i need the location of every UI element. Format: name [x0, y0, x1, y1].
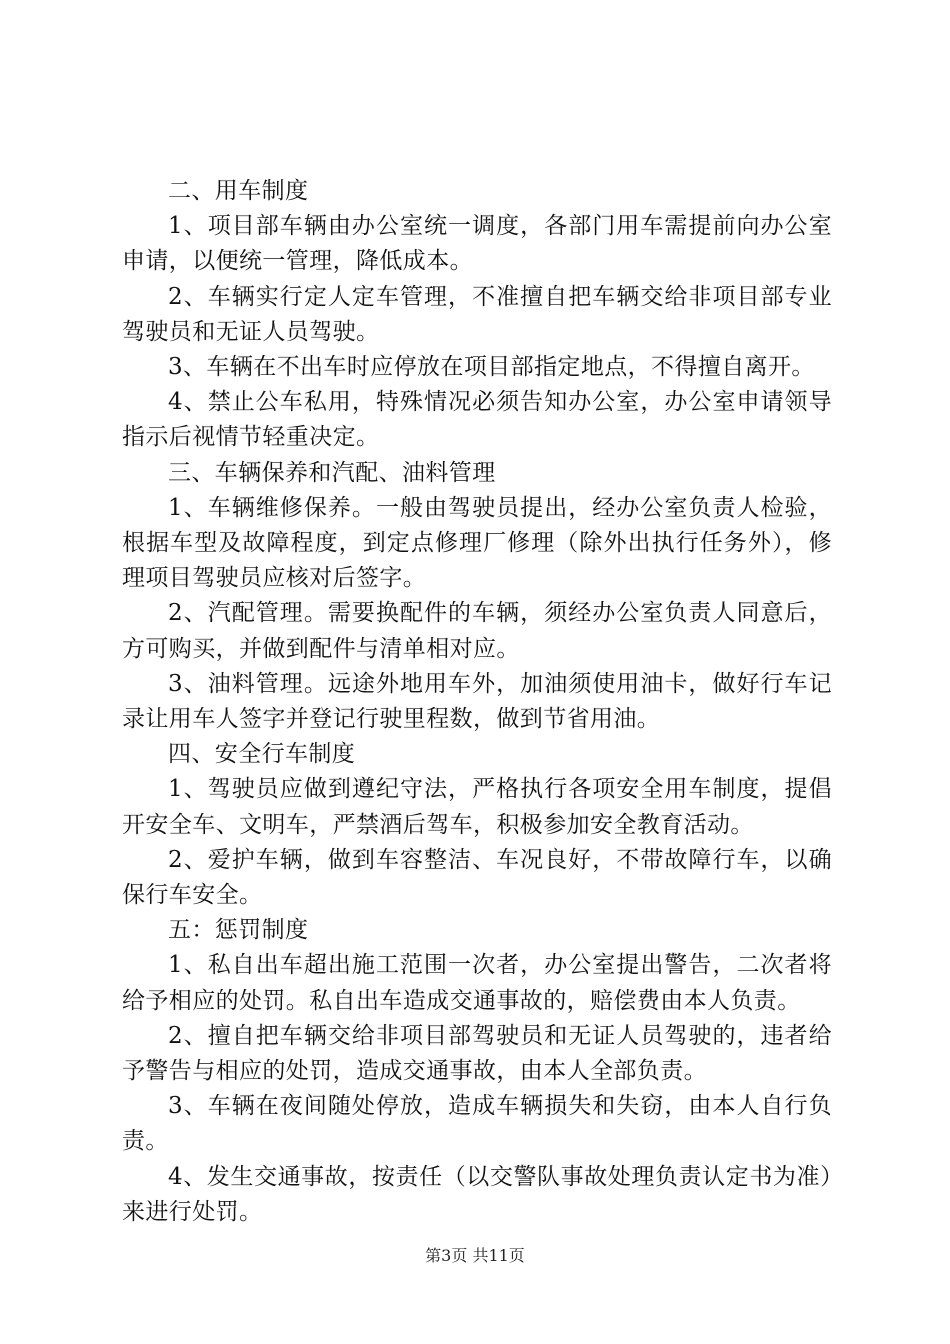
- paragraph: 2、擅自把车辆交给非项目部驾驶员和无证人员驾驶的，违者给予警告与相应的处罚，造成交通事故，由本人全部负责。: [122, 1022, 832, 1085]
- section-heading-maintenance: 三、车辆保养和汽配、油料管理: [168, 459, 496, 486]
- paragraph: 1、车辆维修保养。一般由驾驶员提出，经办公室负责人检验，根据车型及故障程度，到定点修理厂修理（除外出执行任务外），修理项目驾驶员应核对后签字。: [122, 494, 832, 592]
- paragraph: 3、车辆在不出车时应停放在项目部指定地点，不得擅自离开。: [168, 354, 815, 381]
- section-heading-penalties: 五：惩罚制度: [168, 917, 309, 944]
- paragraph: 3、车辆在夜间随处停放，造成车辆损失和失窃，由本人自行负责。: [122, 1093, 832, 1155]
- document-body: [122, 174, 832, 1230]
- paragraph: 1、私自出车超出施工范围一次者，办公室提出警告，二次者将给予相应的处罚。私自出车造成交通事故的，赔偿费由本人负责。: [122, 952, 832, 1014]
- paragraph: 4、禁止公车私用，特殊情况必须告知办公室，办公室申请领导指示后视情节轻重决定。: [122, 389, 832, 451]
- paragraph: 1、项目部车辆由办公室统一调度，各部门用车需提前向办公室申请，以便统一管理，降低成本。: [122, 213, 832, 275]
- section-heading-safe-driving: 四、安全行车制度: [168, 741, 356, 768]
- paragraph: 2、车辆实行定人定车管理，不准擅自把车辆交给非项目部专业驾驶员和无证人员驾驶。: [122, 283, 832, 345]
- section-heading-vehicle-use: 二、用车制度: [168, 178, 309, 204]
- paragraph: 2、汽配管理。需要换配件的车辆，须经办公室负责人同意后，方可购买，并做到配件与清单相对应。: [122, 600, 832, 662]
- page-number-footer: 第3页 共11页: [425, 1246, 525, 1265]
- paragraph: 1、驾驶员应做到遵纪守法，严格执行各项安全用车制度，提倡开安全车、文明车，严禁酒后驾车，积极参加安全教育活动。: [122, 776, 832, 838]
- paragraph: 3、油料管理。远途外地用车外，加油须使用油卡，做好行车记录让用车人签字并登记行驶里程数，做到节省用油。: [122, 670, 832, 733]
- paragraph: 2、爱护车辆，做到车容整洁、车况良好，不带故障行车，以确保行车安全。: [122, 846, 832, 909]
- paragraph: 4、发生交通事故，按责任（以交警队事故处理负责认定书为准）来进行处罚。: [122, 1163, 832, 1225]
